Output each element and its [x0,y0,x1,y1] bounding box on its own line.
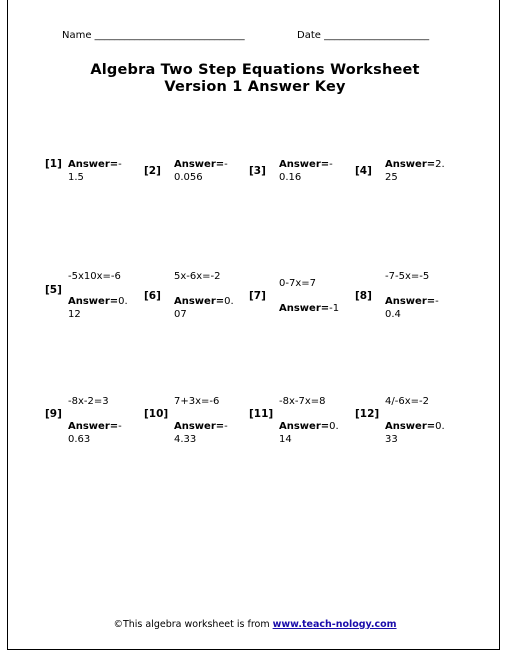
problem-2-number: [2] [144,165,161,177]
footer-text: ©This algebra worksheet is from [113,619,273,630]
problem-10-equation: 7+3x=-6 [174,396,220,407]
problem-10-number: [10] [144,408,169,420]
problem-1-answer: Answer=-1.5 [68,159,122,183]
footer [0,619,510,630]
problem-6-equation: 5x-6x=-2 [174,271,221,282]
problem-7-answer: Answer=-1 [279,303,340,314]
problem-9-answer: Answer=-0.63 [68,421,122,445]
page-border [7,0,500,650]
problem-3-number: [3] [249,165,266,177]
problem-4-answer: Answer=2.25 [385,159,445,183]
date-line: Date _____________________ [297,30,430,41]
problem-5-equation: -5x10x=-6 [68,271,121,282]
problem-11-answer: Answer=0.14 [279,421,339,445]
worksheet-subtitle: Version 1 Answer Key [164,79,346,95]
problem-12-answer: Answer=0.33 [385,421,445,445]
name-line: Name ______________________________ [62,30,245,41]
problem-7-equation: 0-7x=7 [279,278,316,289]
problem-5-number: [5] [45,284,62,296]
problem-5-answer: Answer=0.12 [68,296,128,320]
problem-6-number: [6] [144,290,161,302]
problem-10-answer: Answer=-4.33 [174,421,228,445]
problem-11-equation: -8x-7x=8 [279,396,326,407]
problem-9-equation: -8x-2=3 [68,396,109,407]
worksheet-title: Algebra Two Step Equations Worksheet [90,62,420,78]
problem-12-equation: 4/-6x=-2 [385,396,429,407]
problem-12-number: [12] [355,408,380,420]
problem-9-number: [9] [45,408,62,420]
problem-8-answer: Answer=-0.4 [385,296,439,320]
problem-8-number: [8] [355,290,372,302]
problem-11-number: [11] [249,408,274,420]
problem-6-answer: Answer=0.07 [174,296,234,320]
footer-link[interactable]: www.teach-nology.com [272,619,397,630]
problem-2-answer: Answer=-0.056 [174,159,228,183]
problem-1-number: [1] [45,158,62,170]
problem-7-number: [7] [249,290,266,302]
problem-3-answer: Answer=-0.16 [279,159,333,183]
problem-4-number: [4] [355,165,372,177]
problem-8-equation: -7-5x=-5 [385,271,430,282]
